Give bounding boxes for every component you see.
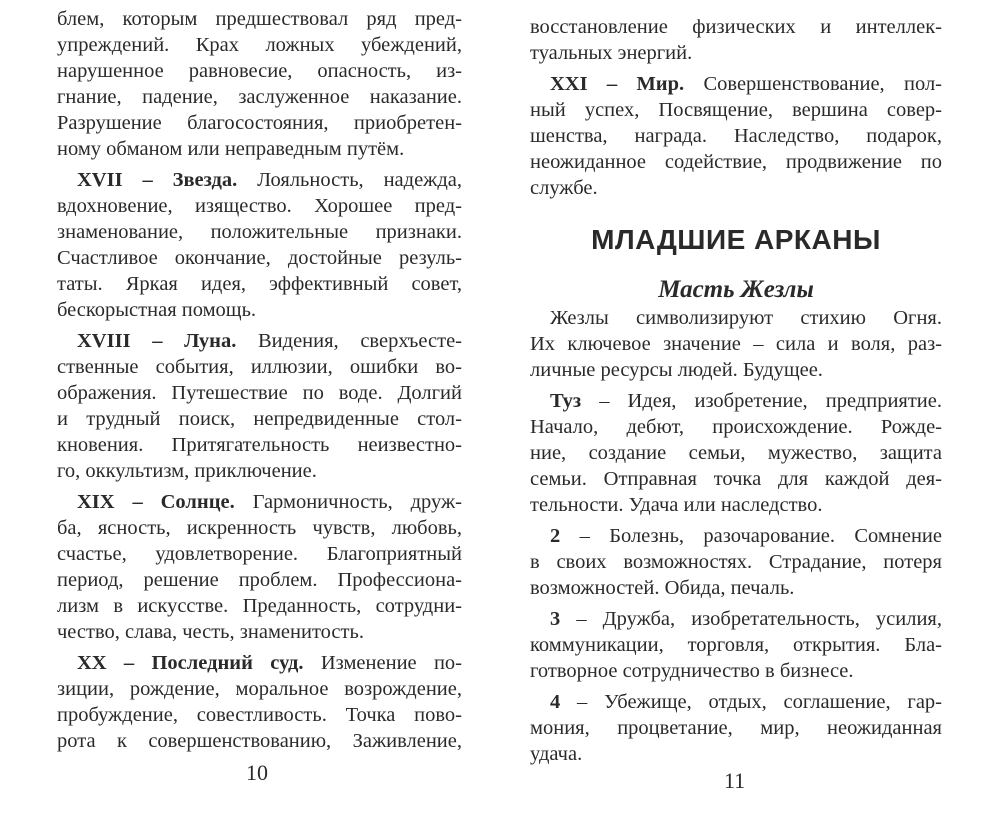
text-line: зиции, рождение, моральное возрождение, xyxy=(57,678,462,700)
text-line: нарушенное равновесие, опасность, из- xyxy=(57,60,462,82)
paragraph-continuation xyxy=(57,6,462,162)
entry-title: XVIII – Луна. xyxy=(77,330,237,352)
paragraph-four xyxy=(530,689,942,767)
text-line: кновения. Притягательность неизвестно- xyxy=(57,434,462,456)
text-line: го, оккультизм, приключение. xyxy=(57,460,317,482)
text-line: Начало, дебют, происхождение. Рожде- xyxy=(530,416,942,438)
text-line: ние, создание семьи, мужество, защита xyxy=(530,442,942,464)
text-line: Разрушение благосостояния, приобретен- xyxy=(57,112,462,134)
paragraph-xvii xyxy=(57,167,462,323)
text-line: бескорыстная помощь. xyxy=(57,299,257,321)
text-line: коммуникации, торговля, открытия. Бла- xyxy=(530,634,942,656)
section-heading: МЛАДШИЕ АРКАНЫ xyxy=(591,224,881,255)
paragraph-xix xyxy=(57,489,462,645)
text-line: и трудный поиск, непредвиденные стол- xyxy=(57,408,462,430)
text-line: личные ресурсы людей. Будущее. xyxy=(530,359,823,381)
text-line: XVII – Звезда. Лояльность, надежда, xyxy=(77,169,462,191)
paragraph-continuation xyxy=(530,14,942,66)
text-line: XVIII – Луна. Видения, сверхъесте- xyxy=(77,330,462,352)
text-line: ображения. Путешествие по воде. Долгий xyxy=(57,382,462,404)
entry-title: XIX – Солнце. xyxy=(77,491,235,513)
text-line: ный успех, Посвящение, вершина совер- xyxy=(530,99,942,121)
text-line: Жезлы символизируют стихию Огня. xyxy=(550,307,942,329)
text-line: вдохновение, изящество. Хорошее пред- xyxy=(57,195,462,217)
entry-title: XVII – Звезда. xyxy=(77,169,238,191)
text-line: блем, которым предшествовал ряд пред- xyxy=(57,8,462,30)
text-line: рота к совершенствованию, Заживление, xyxy=(57,730,462,752)
text-line: семьи. Отправная точка для каждой дея- xyxy=(530,468,942,490)
text-line: шенства, награда. Наследство, подарок, xyxy=(530,125,942,147)
text-line: готворное сотрудничество в бизнесе. xyxy=(530,660,854,682)
text-line: неожиданное содействие, продвижение по xyxy=(530,151,942,173)
text-line: мония, процветание, мир, неожиданная xyxy=(530,717,942,739)
text-line: Их ключевое значение – сила и воля, раз- xyxy=(530,333,942,355)
text-line: таты. Яркая идея, эффективный совет, xyxy=(57,273,462,295)
right-page xyxy=(530,14,942,767)
text-line: ному обманом или неправедным путём. xyxy=(57,138,405,160)
entry-title: Туз xyxy=(550,390,582,412)
paragraph-ace xyxy=(530,388,942,518)
left-page xyxy=(57,6,462,754)
text-line: упреждений. Крах ложных убеждений, xyxy=(57,34,462,56)
subsection-heading: Масть Жезлы xyxy=(658,276,814,303)
entry-title: 4 xyxy=(550,691,561,713)
text-line: возможностей. Обида, печаль. xyxy=(530,577,795,599)
text-line: лизм в искусстве. Преданность, сотрудни- xyxy=(57,595,462,617)
page-number-right: 11 xyxy=(724,768,746,793)
text-line: пробуждение, совестливость. Точка пово- xyxy=(57,704,462,726)
text-line: XX – Последний суд. Изменение по- xyxy=(77,652,463,674)
text-line: туальных энергий. xyxy=(530,42,693,64)
text-line: 4 – Убежище, отдых, соглашение, гар- xyxy=(550,691,942,713)
text-line: тельности. Удача или наследство. xyxy=(530,494,823,516)
text-line: гнание, падение, заслуженное наказание. xyxy=(57,86,462,108)
paragraph-xviii xyxy=(57,328,462,484)
text-line: 3 – Дружба, изобретательность, усилия, xyxy=(550,608,942,630)
text-line: XIX – Солнце. Гармоничность, друж- xyxy=(77,491,462,513)
text-line: счастье, удовлетворение. Благоприятный xyxy=(57,543,462,565)
text-line: ба, ясность, искренность чувств, любовь, xyxy=(57,517,462,539)
paragraph-two xyxy=(530,523,942,601)
text-line: чество, слава, честь, знаменитость. xyxy=(57,621,364,643)
paragraph-xxi xyxy=(530,71,942,201)
text-line: восстановление физических и интеллек- xyxy=(530,16,942,38)
text-line: Счастливое окончание, достойные резуль- xyxy=(57,247,462,269)
text-line: знаменование, положительные признаки. xyxy=(57,221,462,243)
page-number-left: 10 xyxy=(246,760,268,785)
text-line: удача. xyxy=(530,743,583,765)
paragraph-xx xyxy=(57,650,462,754)
text-line: 2 – Болезнь, разочарование. Сомнение xyxy=(550,525,942,547)
entry-title: XX – Последний суд. xyxy=(77,652,304,674)
text-line: Туз – Идея, изобретение, предприятие. xyxy=(550,390,942,412)
paragraph-three xyxy=(530,606,942,684)
paragraph-intro xyxy=(530,305,942,383)
text-line: период, решение проблем. Профессиона- xyxy=(57,569,462,591)
text-line: в своих возможностях. Страдание, потеря xyxy=(530,551,942,573)
entry-title: XXI – Мир. xyxy=(550,73,685,95)
text-line: XXI – Мир. Совершенствование, пол- xyxy=(550,73,942,95)
text-line: ственные события, иллюзии, ошибки во- xyxy=(57,356,462,378)
entry-title: 2 xyxy=(550,525,561,547)
entry-title: 3 xyxy=(550,608,561,630)
text-line: службе. xyxy=(530,177,598,199)
